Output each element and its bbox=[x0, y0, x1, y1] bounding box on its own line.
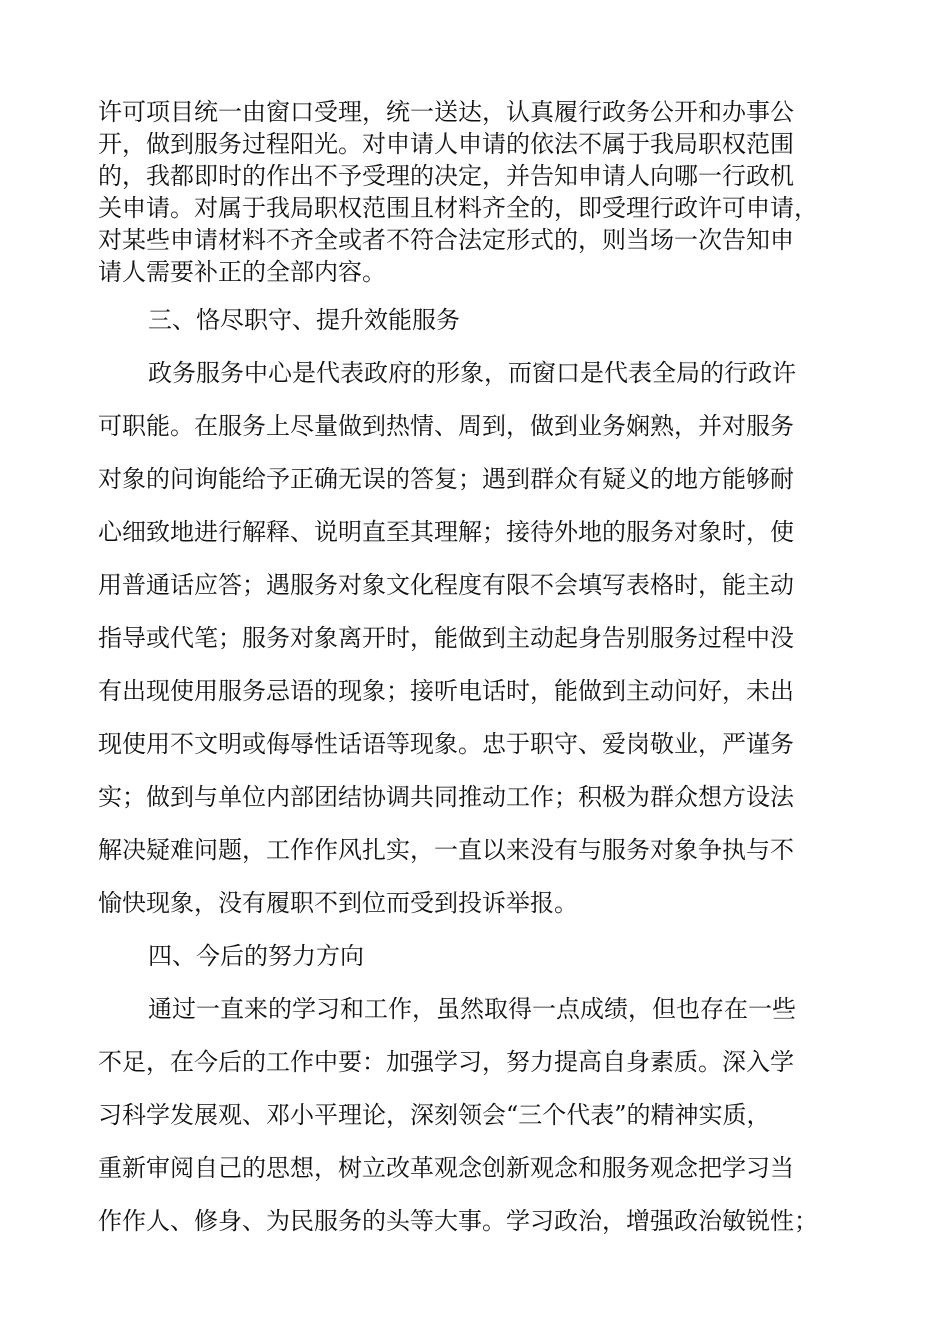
document-page bbox=[98, 96, 866, 1248]
text-line: 实；做到与单位内部团结协调共同推动工作；积极为群众想方设法 bbox=[98, 783, 794, 811]
intro-paragraph bbox=[98, 96, 866, 288]
text-line: 许可项目统一由窗口受理，统一送达，认真履行政务公开和办事公 bbox=[98, 98, 794, 126]
text-line: 政务服务中心是代表政府的形象，而窗口是代表全局的行政许 bbox=[148, 359, 796, 387]
text-line: 开，做到服务过程阳光。对申请人申请的依法不属于我局职权范围 bbox=[98, 130, 794, 158]
text-line: 重新审阅自己的思想，树立改革观念创新观念和服务观念把学习当 bbox=[98, 1154, 794, 1182]
text-line: 愉快现象，没有履职不到位而受到投诉举报。 bbox=[98, 889, 578, 917]
text-line: 心细致地进行解释、说明直至其理解；接待外地的服务对象时，使 bbox=[98, 518, 794, 546]
text-line: 可职能。在服务上尽量做到热情、周到，做到业务娴熟，并对服务 bbox=[98, 412, 794, 440]
text-line: 有出现使用服务忌语的现象；接听电话时，能做到主动问好，未出 bbox=[98, 677, 794, 705]
text-line: 通过一直来的学习和工作，虽然取得一点成绩，但也存在一些 bbox=[148, 995, 796, 1023]
text-line: 请人需要补正的全部内容。 bbox=[98, 258, 386, 286]
text-line: 现使用不文明或侮辱性话语等现象。忠于职守、爱岗敬业，严谨务 bbox=[98, 730, 794, 758]
text-line: 对象的问询能给予正确无误的答复；遇到群众有疑义的地方能够耐 bbox=[98, 465, 794, 493]
text-line: 的，我都即时的作出不予受理的决定，并告知申请人向哪一行政机 bbox=[98, 162, 794, 190]
section-heading-3: 三、恪尽职守、提升效能服务 bbox=[148, 306, 460, 334]
text-line: 解决疑难问题，工作作风扎实，一直以来没有与服务对象争执与不 bbox=[98, 836, 794, 864]
text-line: 指导或代笔；服务对象离开时，能做到主动起身告别服务过程中没 bbox=[98, 624, 794, 652]
section-3-paragraph bbox=[98, 347, 866, 930]
text-line: 作作人、修身、为民服务的头等大事。学习政治，增强政治敏锐性； bbox=[98, 1207, 818, 1235]
text-line: 不足，在今后的工作中要：加强学习，努力提高自身素质。深入学 bbox=[98, 1048, 794, 1076]
section-heading-4: 四、今后的努力方向 bbox=[148, 942, 364, 970]
text-line: 用普通话应答；遇服务对象文化程度有限不会填写表格时，能主动 bbox=[98, 571, 794, 599]
text-line: 习科学发展观、邓小平理论，深刻领会“三个代表”的精神实质， bbox=[98, 1101, 771, 1129]
text-line: 关申请。对属于我局职权范围且材料齐全的，即受理行政许可申请， bbox=[98, 194, 818, 222]
section-4-paragraph bbox=[98, 983, 866, 1248]
text-line: 对某些申请材料不齐全或者不符合法定形式的，则当场一次告知申 bbox=[98, 226, 794, 254]
